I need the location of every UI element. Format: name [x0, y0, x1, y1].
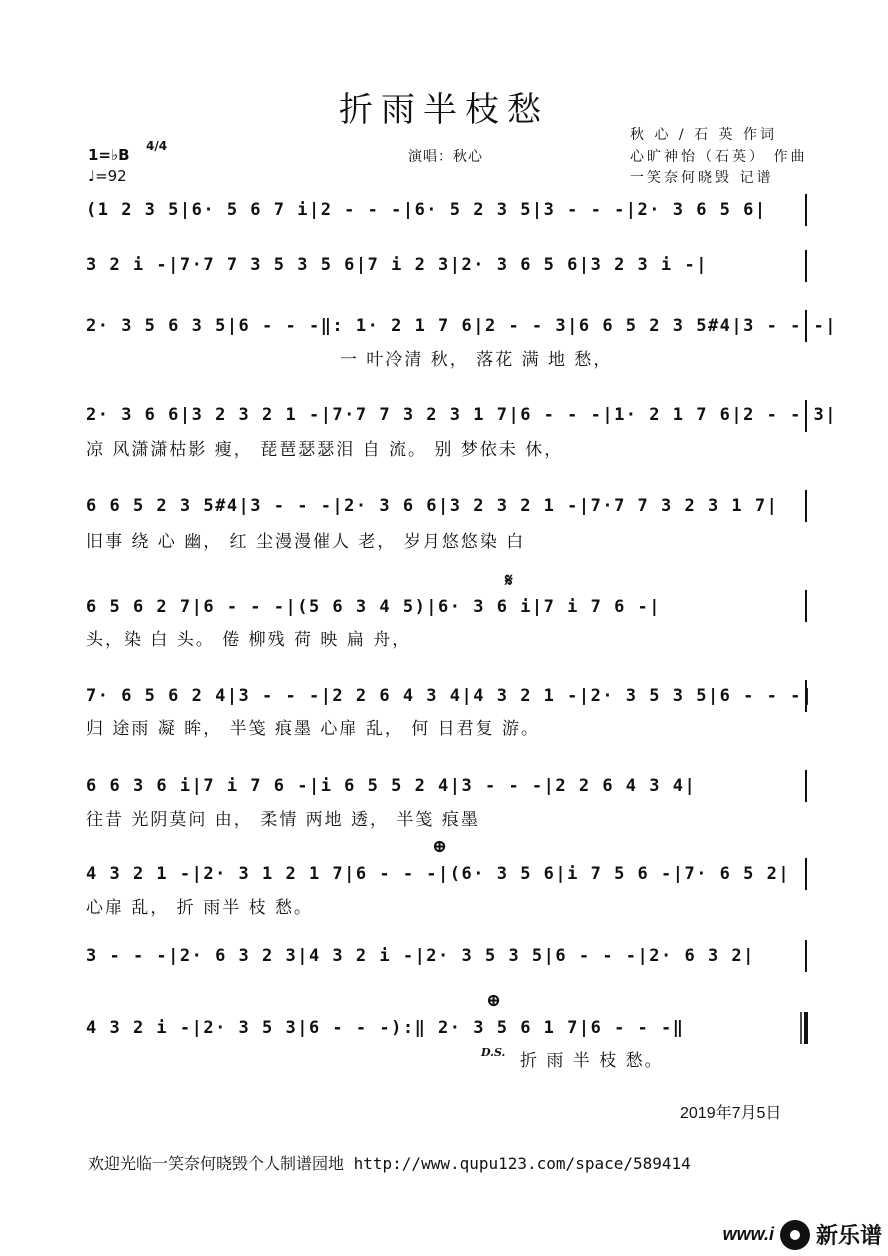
key-signature: 1=♭B — [88, 146, 130, 164]
lyric-line: 心扉 乱， 折 雨半 枝 愁。 — [86, 898, 314, 918]
lyric-line: 归 途雨 凝 眸， 半笺 痕墨 心扉 乱， 何 日君复 游。 — [86, 719, 541, 739]
notation-line: 4 3 2 1 -|2· 3 1 2 1 7|6 - - -|(6· 3 5 6|i 7 5 6 -|7· 6 5 2| — [86, 864, 791, 884]
notation-line: 6 5 6 2 7|6 - - -|(5 6 3 4 5)|6· 3 6 i|7 i 7 6 -| — [86, 597, 662, 617]
lyric-line: 凉 风潇潇枯影 瘦， 琵琶瑟瑟泪 自 流。 别 梦依未 休， — [86, 440, 564, 460]
composer-credit: 心旷神怡（石英） 作曲 — [630, 149, 808, 165]
disc-logo-icon — [780, 1220, 810, 1250]
time-signature: 4/4 — [146, 139, 168, 153]
notation-line: 2· 3 5 6 3 5|6 - - -‖: 1· 2 1 7 6|2 - - 3|6 6 5 2 3 5#4|3 - - -| — [86, 316, 838, 336]
watermark-url: www.i — [722, 1224, 774, 1244]
segno-marker: 𝄋 — [505, 570, 513, 591]
lyric-line: 头，染 白 头。 倦 柳残 荷 映 扁 舟， — [86, 630, 412, 650]
lyric-line: 旧事 绕 心 幽， 红 尘漫漫催人 老， 岁月悠悠染 白 — [86, 532, 526, 552]
notation-line: 6 6 5 2 3 5#4|3 - - -|2· 3 6 6|3 2 3 2 1 -|7·7 7 3 2 3 1 7| — [86, 496, 779, 516]
tempo-marking: ♩=92 — [88, 167, 127, 185]
notation-line: 6 6 3 6 i|7 i 7 6 -|i 6 5 5 2 4|3 - - -|2 2 6 4 3 4| — [86, 776, 697, 796]
watermark-brand: 新乐谱 — [815, 1224, 882, 1249]
notation-line: (1 2 3 5|6· 5 6 7 i|2 - - -|6· 5 2 3 5|3 - - -|2· 3 6 5 6| — [86, 200, 767, 220]
ds-marker: D.S. — [481, 1046, 506, 1059]
coda-marker: ⊕ — [486, 990, 502, 1011]
page-title: 折雨半枝愁 — [339, 90, 549, 130]
lyric-line: 一 叶冷清 秋， 落花 满 地 愁， — [340, 350, 613, 370]
lyricist-credit: 秋 心 / 石 英 作词 — [630, 127, 777, 143]
notation-line: 7· 6 5 6 2 4|3 - - -|2 2 6 4 3 4|4 3 2 1 -|2· 3 5 3 5|6 - - -| — [86, 686, 814, 706]
notation-line: 3 - - -|2· 6 3 2 3|4 3 2 i -|2· 3 5 3 5|6 - - -|2· 6 3 2| — [86, 946, 755, 966]
watermark — [723, 1219, 882, 1250]
date-stamp: 2019年7月5日 — [680, 1105, 782, 1122]
lyric-line: 折 雨 半 枝 愁。 — [520, 1051, 664, 1071]
coda-marker: ⊕ — [432, 836, 448, 857]
footer-text: 欢迎光临一笑奈何晓毁个人制谱园地 http://www.qupu123.com/space/589414 — [88, 1154, 691, 1173]
transcriber-credit: 一笑奈何晓毁 记谱 — [630, 170, 774, 186]
notation-line: 4 3 2 i -|2· 3 5 3|6 - - -):‖ 2· 3 5 6 1 7|6 - - -‖ — [86, 1018, 685, 1038]
lyric-line: 往昔 光阴莫问 由， 柔情 两地 透， 半笺 痕墨 — [86, 810, 480, 830]
singer-credit: 演唱：秋心 — [408, 149, 483, 165]
notation-line: 3 2 i -|7·7 7 3 5 3 5 6|7 i 2 3|2· 3 6 5 6|3 2 3 i -| — [86, 255, 708, 275]
notation-line: 2· 3 6 6|3 2 3 2 1 -|7·7 7 3 2 3 1 7|6 - - -|1· 2 1 7 6|2 - - 3| — [86, 405, 838, 425]
